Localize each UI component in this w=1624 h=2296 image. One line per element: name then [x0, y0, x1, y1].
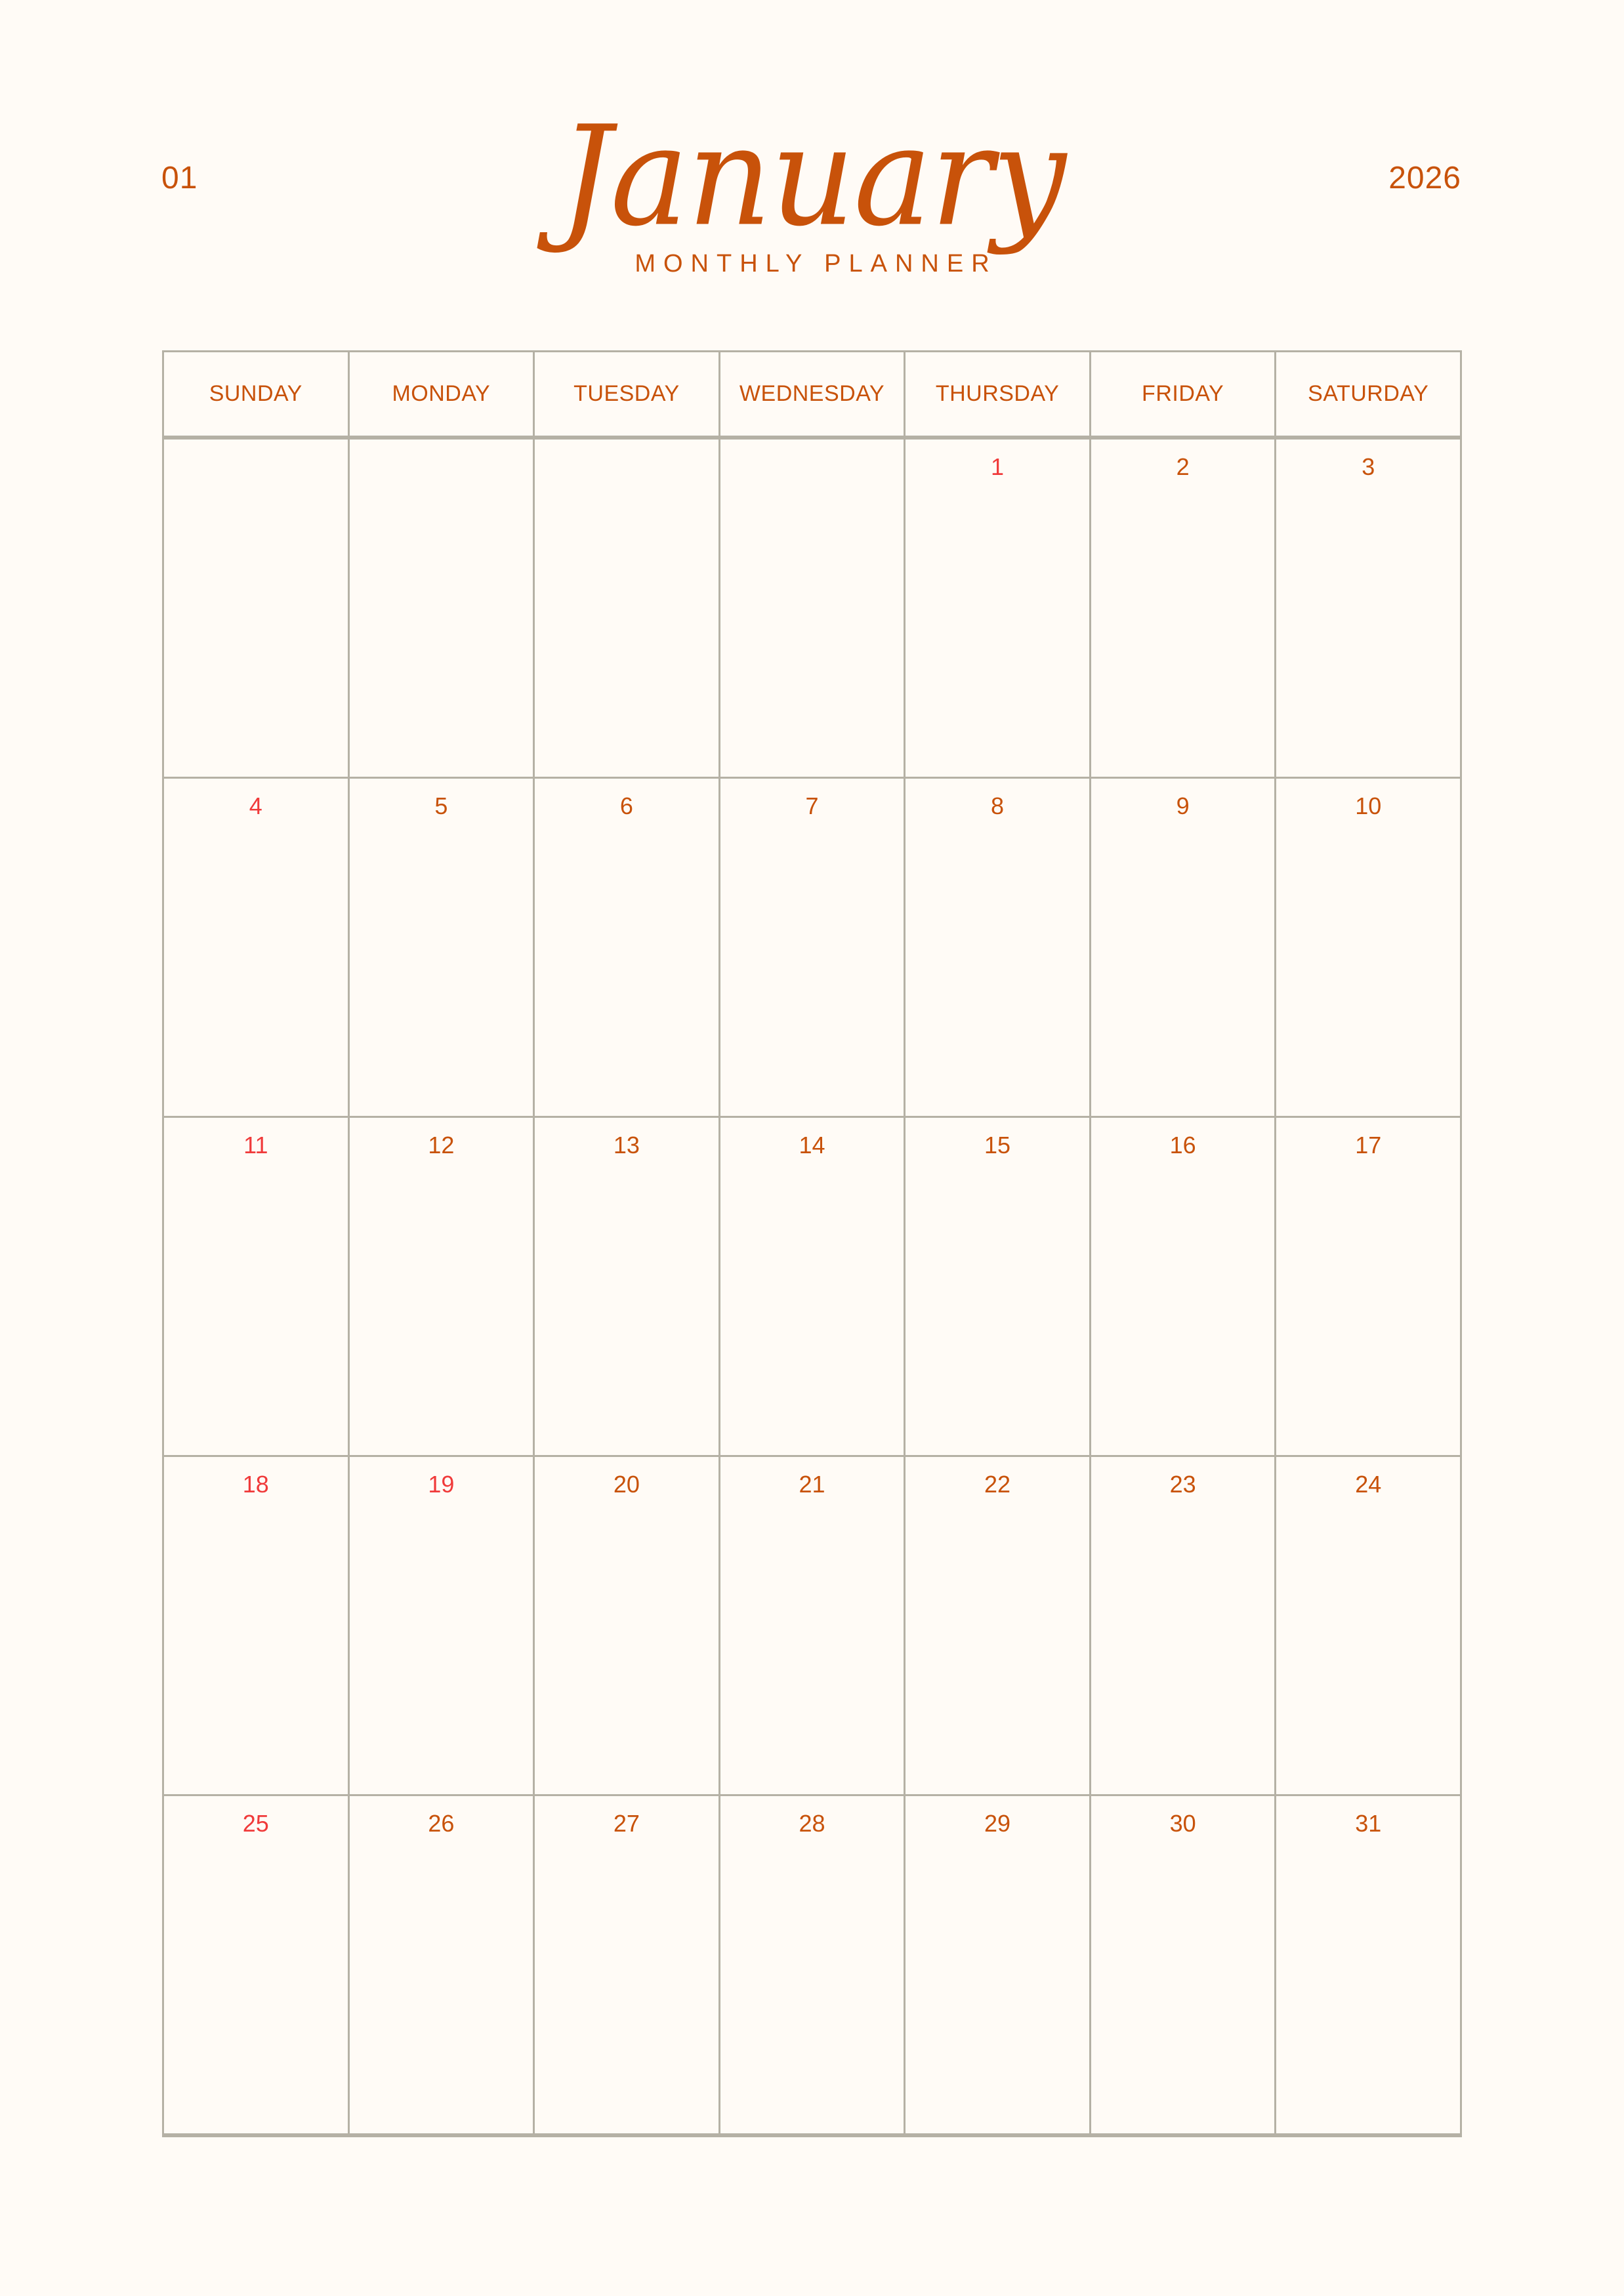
- weekday-wednesday: WEDNESDAY: [720, 352, 906, 436]
- day-cell[interactable]: [720, 440, 906, 777]
- weekday-monday: MONDAY: [350, 352, 535, 436]
- calendar-grid: [162, 350, 1462, 2137]
- week-row-3: [164, 1118, 1462, 1457]
- weekday-friday: FRIDAY: [1091, 352, 1277, 436]
- week-row-2: [164, 779, 1462, 1118]
- day-cell[interactable]: 18: [164, 1457, 350, 1794]
- week-row-1: [164, 440, 1462, 779]
- day-cell[interactable]: 13: [535, 1118, 720, 1455]
- weekday-sunday: SUNDAY: [164, 352, 350, 436]
- year: 2026: [1388, 161, 1461, 195]
- day-cell[interactable]: 19: [350, 1457, 535, 1794]
- day-cell[interactable]: 2: [1091, 440, 1277, 777]
- week-row-5: [164, 1796, 1462, 2137]
- planner-subtitle: MONTHLY PLANNER: [635, 250, 997, 277]
- day-cell[interactable]: 20: [535, 1457, 720, 1794]
- day-cell[interactable]: 8: [906, 779, 1091, 1116]
- day-cell[interactable]: 29: [906, 1796, 1091, 2133]
- day-cell[interactable]: 7: [720, 779, 906, 1116]
- day-cell[interactable]: 26: [350, 1796, 535, 2133]
- day-cell[interactable]: [350, 440, 535, 777]
- day-cell[interactable]: 6: [535, 779, 720, 1116]
- day-cell[interactable]: 22: [906, 1457, 1091, 1794]
- weekday-header-row: [164, 352, 1462, 440]
- day-cell[interactable]: 17: [1276, 1118, 1462, 1455]
- day-cell[interactable]: 4: [164, 779, 350, 1116]
- day-cell[interactable]: 16: [1091, 1118, 1277, 1455]
- day-cell[interactable]: 10: [1276, 779, 1462, 1116]
- day-cell[interactable]: [535, 440, 720, 777]
- day-cell[interactable]: 1: [906, 440, 1091, 777]
- day-cell[interactable]: 21: [720, 1457, 906, 1794]
- weekday-saturday: SATURDAY: [1276, 352, 1462, 436]
- day-cell[interactable]: 28: [720, 1796, 906, 2133]
- day-cell[interactable]: 11: [164, 1118, 350, 1455]
- weekday-thursday: THURSDAY: [906, 352, 1091, 436]
- day-cell[interactable]: 31: [1276, 1796, 1462, 2133]
- day-cell[interactable]: 24: [1276, 1457, 1462, 1794]
- day-cell[interactable]: 12: [350, 1118, 535, 1455]
- day-cell[interactable]: 5: [350, 779, 535, 1116]
- weekday-tuesday: TUESDAY: [535, 352, 720, 436]
- day-cell[interactable]: 30: [1091, 1796, 1277, 2133]
- title-block: [0, 79, 1624, 276]
- day-cell[interactable]: 23: [1091, 1457, 1277, 1794]
- month-number: 01: [161, 161, 198, 195]
- day-cell[interactable]: 27: [535, 1796, 720, 2133]
- week-row-4: [164, 1457, 1462, 1796]
- day-cell[interactable]: 3: [1276, 440, 1462, 777]
- day-cell[interactable]: 14: [720, 1118, 906, 1455]
- day-cell[interactable]: 15: [906, 1118, 1091, 1455]
- day-cell[interactable]: [164, 440, 350, 777]
- day-cell[interactable]: 9: [1091, 779, 1277, 1116]
- day-cell[interactable]: 25: [164, 1796, 350, 2133]
- month-title: January: [559, 96, 1065, 257]
